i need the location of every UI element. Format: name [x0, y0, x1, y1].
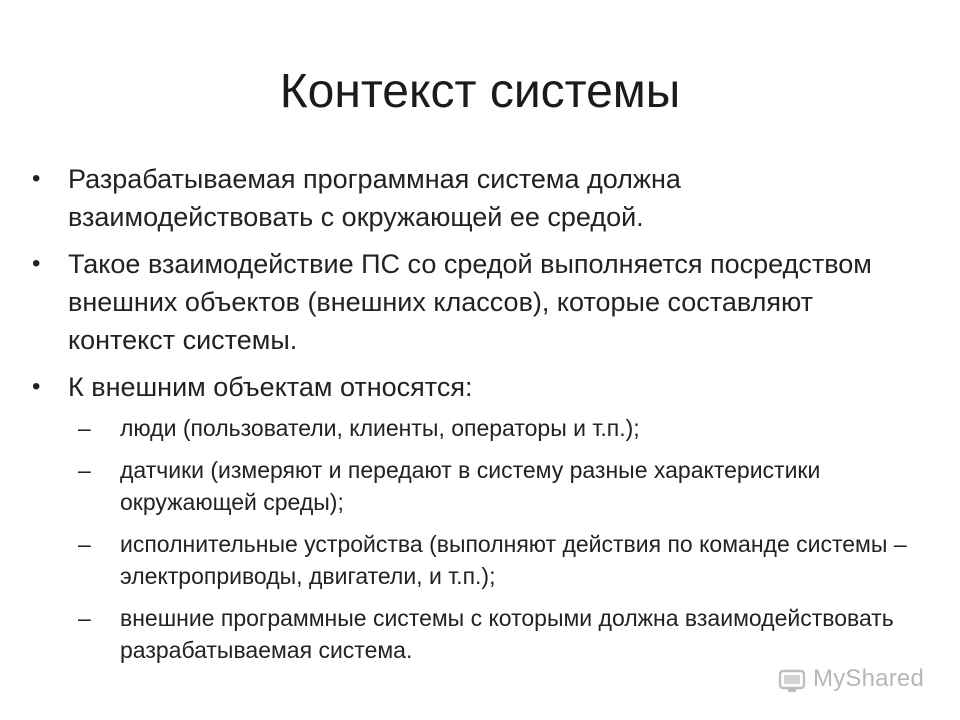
sub-bullet-marker: – — [78, 457, 91, 483]
bullet-item — [32, 245, 912, 359]
bullet-list — [32, 160, 912, 676]
sub-bullet-marker: – — [78, 605, 91, 631]
sub-bullet-item — [78, 412, 912, 444]
bullet-text: Такое взаимодействие ПС со средой выполняется посредством внешних объектов (внешних классов), которые составляют контекст системы. — [68, 249, 872, 355]
bullet-item — [32, 160, 912, 236]
sub-bullet-marker: – — [78, 415, 91, 441]
bullet-text: Разрабатываемая программная система должна взаимодействовать с окружающей ее средой. — [68, 164, 681, 232]
bullet-marker: • — [32, 373, 41, 400]
sub-bullet-text: внешние программные системы с которыми должна взаимодействовать разрабатываемая система. — [120, 605, 894, 663]
myshared-watermark — [777, 664, 924, 694]
bullet-marker: • — [32, 250, 41, 277]
sub-bullet-item — [78, 454, 912, 518]
slide-title: Контекст системы — [279, 65, 681, 118]
sub-bullet-text: люди (пользователи, клиенты, операторы и т.п.); — [120, 415, 640, 441]
bullet-marker: • — [32, 165, 41, 192]
sub-bullet-text: датчики (измеряют и передают в систему разные характеристики окружающей среды); — [120, 457, 821, 515]
sub-bullet-text: исполнительные устройства (выполняют действия по команде системы – электроприводы, двигатели, и т.п.); — [120, 531, 907, 589]
sub-bullet-item — [78, 602, 912, 666]
bullet-text: К внешним объектам относятся: — [68, 372, 473, 402]
sub-bullet-list — [68, 412, 912, 666]
sub-bullet-item — [78, 528, 912, 592]
myshared-logo-icon — [777, 664, 807, 694]
watermark-text: MyShared — [813, 665, 924, 692]
bullet-item — [32, 368, 912, 666]
sub-bullet-marker: – — [78, 531, 91, 557]
